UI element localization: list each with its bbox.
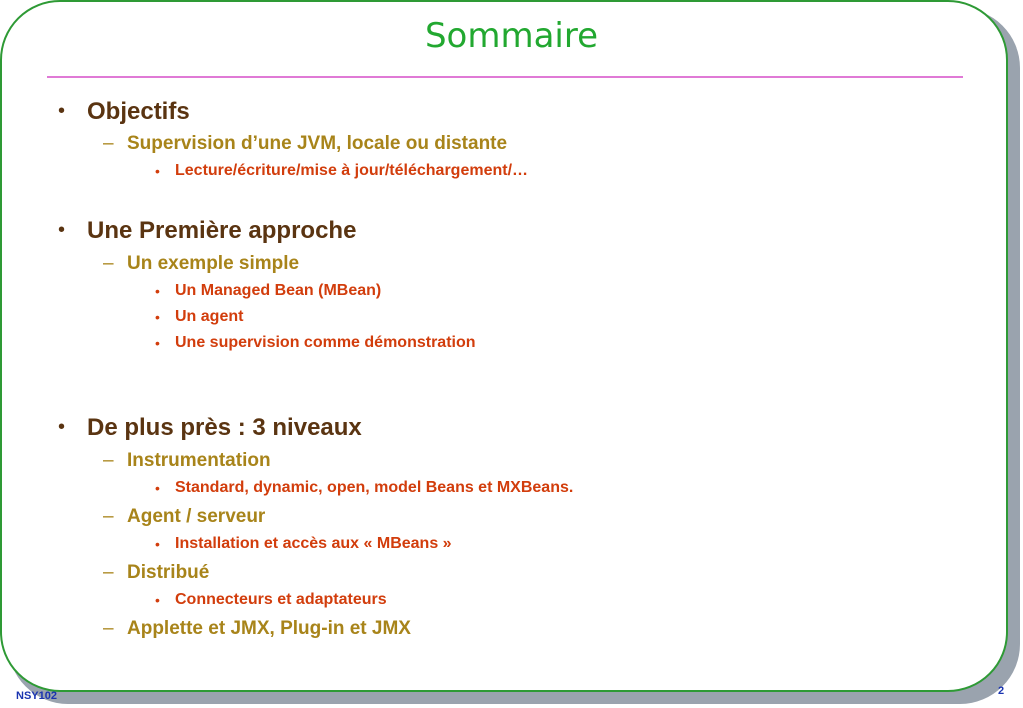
outline-item-level1: Objectifs — [87, 98, 190, 125]
outline-item-level3: Un agent — [175, 308, 244, 325]
level3-bullet: • — [155, 283, 160, 299]
outline-item-level3: Standard, dynamic, open, model Beans et MXBeans. — [175, 479, 574, 496]
level3-bullet: • — [155, 163, 160, 179]
outline-item-level2: Supervision d’une JVM, locale ou distante — [127, 133, 508, 154]
level2-dash: – — [103, 506, 114, 527]
level1-bullet: • — [58, 100, 66, 122]
level3-bullet: • — [155, 480, 160, 496]
level3-bullet: • — [155, 536, 160, 552]
level3-bullet: • — [155, 592, 160, 608]
footer-page-number: 2 — [998, 685, 1005, 697]
level1-bullet: • — [58, 416, 66, 438]
level3-bullet: • — [155, 309, 160, 325]
outline-item-level2: Instrumentation — [127, 450, 271, 471]
outline-item-level3: Lecture/écriture/mise à jour/téléchargement/… — [175, 162, 529, 179]
outline-item-level3: Installation et accès aux « MBeans » — [175, 535, 452, 552]
level2-dash: – — [103, 133, 114, 154]
level3-bullet: • — [155, 335, 160, 351]
outline-item-level1: Une Première approche — [87, 217, 357, 244]
outline-item-level3: Un Managed Bean (MBean) — [175, 282, 382, 299]
level2-dash: – — [103, 618, 114, 639]
level2-dash: – — [103, 562, 114, 583]
footer-course-code: NSY102 — [16, 690, 57, 702]
level1-bullet: • — [58, 219, 66, 241]
title-divider — [47, 76, 963, 78]
slide-title: Sommaire — [424, 16, 599, 56]
outline-item-level2: Agent / serveur — [127, 506, 266, 527]
outline-item-level3: Connecteurs et adaptateurs — [175, 591, 387, 608]
outline-item-level2: Distribué — [127, 562, 210, 583]
outline-item-level2: Applette et JMX, Plug-in et JMX — [127, 618, 411, 639]
level2-dash: – — [103, 253, 114, 274]
outline-item-level2: Un exemple simple — [127, 253, 300, 274]
outline-item-level3: Une supervision comme démonstration — [175, 334, 476, 351]
level2-dash: – — [103, 450, 114, 471]
outline-item-level1: De plus près : 3 niveaux — [87, 414, 362, 441]
